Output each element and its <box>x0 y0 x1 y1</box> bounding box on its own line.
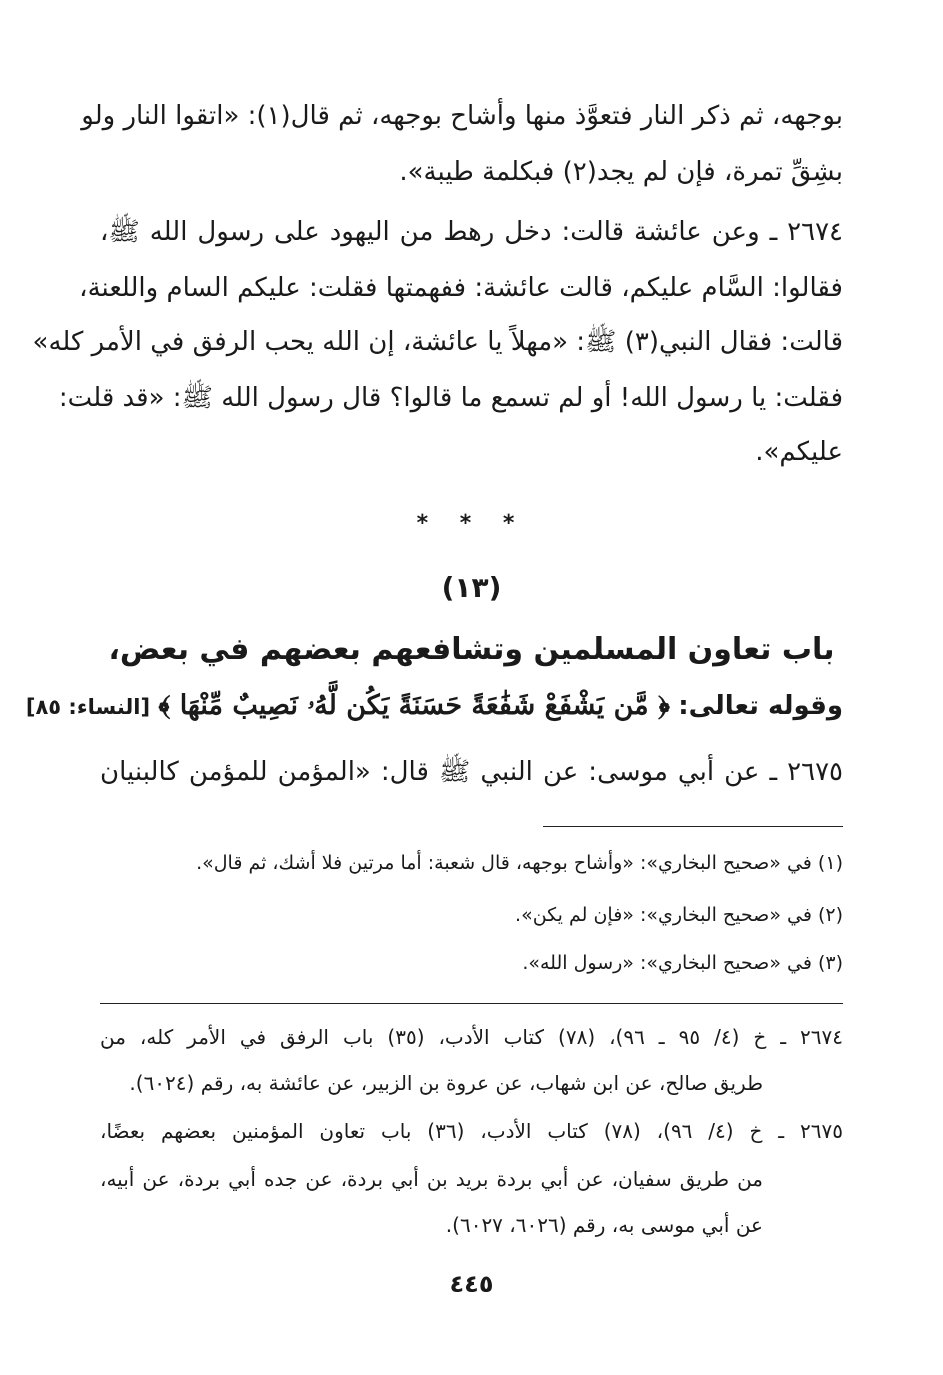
footnote-2: (٢) في «صحيح البخاري»: «فإن لم يكن». <box>515 904 843 926</box>
text-line: قالت: فقال النبي(٣) ﷺ: «مهلاً يا عائشة، إن الله يحب الرفق في الأمر كله» <box>32 327 843 357</box>
text-line: بشِقِّ تمرة، فإن لم يجد(٢) فبكلمة طيبة». <box>399 157 843 187</box>
hadith-2674-line: ٢٦٧٤ ـ وعن عائشة قالت: دخل رهط من اليهود على رسول الله ﷺ، <box>100 217 843 247</box>
verse-text: ﴿ مَّن يَشْفَعْ شَفَٰعَةً حَسَنَةً يَكُن لَّهُۥ نَصِيبٌ مِّنْهَا ﴾ <box>158 690 670 721</box>
source-2675-line: ٢٦٧٥ ـ خ (٤/ ٩٦)، (٧٨) كتاب الأدب، (٣٦) باب تعاون المؤمنين بعضهم بعضًا، <box>100 1119 843 1143</box>
text-line: فقالوا: السَّام عليكم، قالت عائشة: ففهمتها فقلت: عليكم السام واللعنة، <box>79 273 843 303</box>
chapter-number: (١٣) <box>441 571 502 604</box>
text-line: عليكم». <box>755 437 843 467</box>
sources-divider <box>100 1003 843 1004</box>
verse-reference: [النساء: ٨٥] <box>25 695 151 719</box>
text-line: بوجهه، ثم ذكر النار فتعوَّذ منها وأشاح بوجهه، ثم قال(١): «اتقوا النار ولو <box>81 101 843 131</box>
chapter-title: باب تعاون المسلمين وتشافعهم بعضهم في بعض، <box>108 632 835 667</box>
verse-line <box>25 686 843 727</box>
footnote-1: (١) في «صحيح البخاري»: «وأشاح بوجهه، قال شعبة: أما مرتين فلا أشك، ثم قال». <box>196 852 843 874</box>
source-line: طريق صالح، عن ابن شهاب، عن عروة بن الزبير، عن عائشة به، رقم (٦٠٢٤). <box>129 1071 763 1095</box>
text-line: فقلت: يا رسول الله! أو لم تسمع ما قالوا؟ قال رسول الله ﷺ: «قد قلت: <box>58 383 843 413</box>
page-number: ٤٤٥ <box>449 1270 494 1298</box>
source-2674-line: ٢٦٧٤ ـ خ (٤/ ٩٥ ـ ٩٦)، (٧٨) كتاب الأدب، (٣٥) باب الرفق في الأمر كله، من <box>100 1025 843 1049</box>
source-line: من طريق سفيان، عن أبي بردة بريد بن أبي بردة، عن جده أبي بردة، عن أبيه، <box>100 1167 763 1191</box>
source-line: عن أبي موسى به، رقم (٦٠٢٦، ٦٠٢٧). <box>445 1213 763 1237</box>
hadith-2675-line: ٢٦٧٥ ـ عن أبي موسى: عن النبي ﷺ قال: «المؤمن للمؤمن كالبنيان <box>100 757 843 787</box>
footnote-divider <box>543 826 843 827</box>
footnote-3: (٣) في «صحيح البخاري»: «رسول الله». <box>522 952 843 974</box>
section-separator: * * * <box>416 511 527 536</box>
verse-intro: وقوله تعالى: <box>678 691 843 721</box>
